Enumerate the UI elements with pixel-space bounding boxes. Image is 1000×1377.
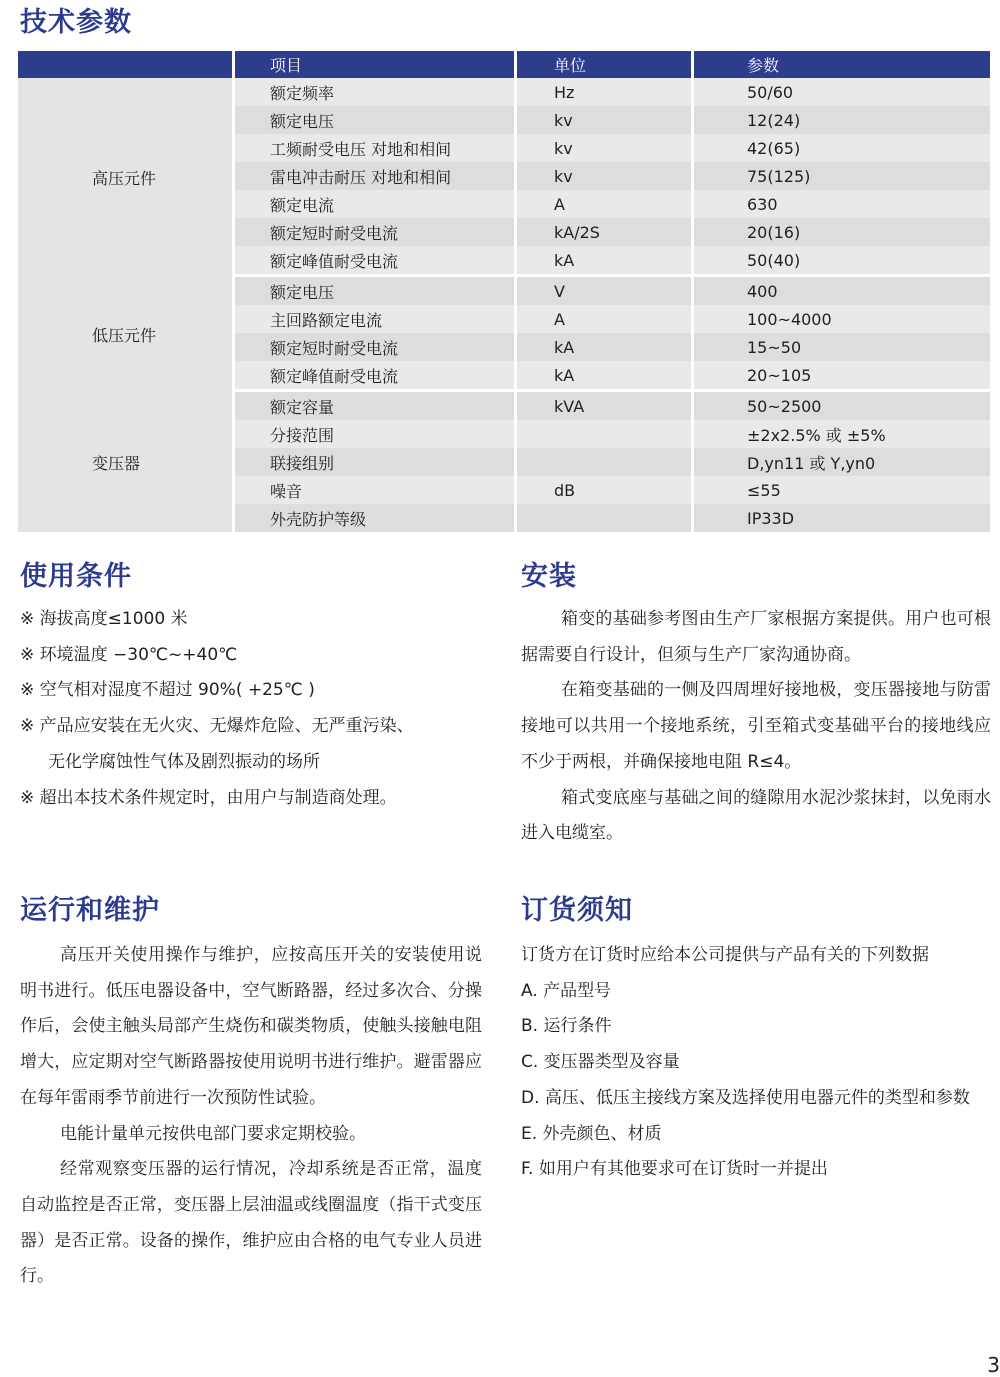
spec-param: 15~50 [694, 333, 990, 361]
spec-item: 额定短时耐受电流 [235, 218, 517, 246]
spec-param: 400 [694, 277, 990, 305]
order-text [521, 938, 991, 1188]
spec-item: 雷电冲击耐压 对地和相间 [235, 162, 517, 190]
spec-param: IP33D [694, 504, 990, 532]
spec-param: 630 [694, 190, 990, 218]
usage-list [20, 602, 490, 816]
spec-row [18, 392, 990, 420]
spec-item: 额定峰值耐受电流 [235, 361, 517, 392]
spec-table-header [18, 51, 990, 78]
usage-item: ※ 超出本技术条件规定时，由用户与制造商处理。 [20, 787, 397, 808]
spec-unit [517, 420, 694, 448]
spec-row [18, 78, 990, 106]
usage-item: ※ 空气相对湿度不超过 90%( +25℃ ) [20, 680, 315, 701]
spec-item: 联接组别 [235, 448, 517, 476]
spec-param: 50(40) [694, 246, 990, 277]
spec-param: 20~105 [694, 361, 990, 392]
order-item: C. 变压器类型及容量 [521, 1052, 680, 1073]
spec-unit [517, 504, 694, 532]
spec-unit: kv [517, 162, 694, 190]
install-paragraph: 箱式变底座与基础之间的缝隙用水泥沙浆抹封，以免雨水进入电缆室。 [521, 787, 991, 844]
spec-param: 20(16) [694, 218, 990, 246]
spec-param: 50~2500 [694, 392, 990, 420]
order-title: 订货须知 [521, 895, 633, 926]
spec-unit: kA [517, 361, 694, 392]
spec-row [18, 277, 990, 305]
usage-title: 使用条件 [20, 561, 132, 592]
spec-unit: kA [517, 333, 694, 361]
spec-item: 主回路额定电流 [235, 305, 517, 333]
spec-param: D,yn11 或 Y,yn0 [694, 448, 990, 476]
spec-param: 12(24) [694, 106, 990, 134]
spec-unit: kA [517, 246, 694, 277]
spec-param: 100~4000 [694, 305, 990, 333]
tech-title: 技术参数 [20, 7, 132, 38]
maint-title: 运行和维护 [20, 895, 160, 926]
spec-item: 额定电压 [235, 277, 517, 305]
spec-group-label: 高压元件 [18, 78, 235, 277]
spec-item: 额定频率 [235, 78, 517, 106]
usage-item: ※ 海拔高度≤1000 米 [20, 609, 188, 629]
spec-item: 噪音 [235, 476, 517, 504]
maint-paragraph: 经常观察变压器的运行情况，冷却系统是否正常，温度自动监控是否正常，变压器上层油温或线圈温度（指干式变压器）是否正常。设备的操作，维护应由合格的电气专业人员进行。 [20, 1159, 482, 1287]
spec-param: 75(125) [694, 162, 990, 190]
spec-unit: V [517, 277, 694, 305]
spec-item: 额定电流 [235, 190, 517, 218]
spec-unit: A [517, 190, 694, 218]
install-text [521, 602, 991, 852]
spec-unit: kA/2S [517, 218, 694, 246]
spec-unit [517, 448, 694, 476]
spec-unit: kv [517, 134, 694, 162]
spec-item: 分接范围 [235, 420, 517, 448]
spec-unit: kVA [517, 392, 694, 420]
maint-paragraph: 高压开关使用操作与维护，应按高压开关的安装使用说明书进行。低压电器设备中，空气断路器，经过多次合、分操作后，会使主触头局部产生烧伤和碳类物质，使触头接触电阻增大，应定期对空气断路器按使用说明书进行维护。避雷器应在每年雷雨季节前进行一次预防性试验。 [20, 945, 482, 1108]
order-item: B. 运行条件 [521, 1016, 612, 1037]
header-item: 项目 [235, 51, 517, 78]
spec-unit: A [517, 305, 694, 333]
header-param: 参数 [694, 51, 990, 78]
spec-unit: kv [517, 106, 694, 134]
spec-item: 额定容量 [235, 392, 517, 420]
spec-table [18, 51, 990, 532]
spec-param: ±2x2.5% 或 ±5% [694, 420, 990, 448]
spec-item: 额定峰值耐受电流 [235, 246, 517, 277]
spec-unit: dB [517, 476, 694, 504]
install-title: 安装 [521, 561, 577, 592]
usage-item: ※ 环境温度 −30℃~+40℃ [20, 644, 238, 665]
spec-group-label: 变压器 [18, 392, 235, 532]
spec-group-label: 低压元件 [18, 277, 235, 392]
order-item: F. 如用户有其他要求可在订货时一并提出 [521, 1159, 828, 1180]
install-paragraph: 在箱变基础的一侧及四周埋好接地极，变压器接地与防雷接地可以共用一个接地系统，引至箱式变基础平台的接地线应不少于两根，并确保接地电阻 R≤4。 [521, 680, 991, 772]
spec-item: 工频耐受电压 对地和相间 [235, 134, 517, 162]
spec-param: ≤55 [694, 476, 990, 504]
order-item: E. 外壳颜色、材质 [521, 1123, 662, 1144]
page-number: 3 [987, 1353, 1000, 1377]
order-intro: 订货方在订货时应给本公司提供与产品有关的下列数据 [521, 945, 929, 965]
maint-text [20, 938, 482, 1295]
usage-item: 无化学腐蚀性气体及剧烈振动的场所 [48, 751, 320, 772]
order-item: D. 高压、低压主接线方案及选择使用电器元件的类型和参数 [521, 1087, 970, 1108]
spec-item: 额定电压 [235, 106, 517, 134]
spec-item: 额定短时耐受电流 [235, 333, 517, 361]
usage-item: ※ 产品应安装在无火灾、无爆炸危险、无严重污染、 [20, 716, 414, 737]
spec-param: 42(65) [694, 134, 990, 162]
install-paragraph: 箱变的基础参考图由生产厂家根据方案提供。用户也可根据需要自行设计，但须与生产厂家沟通协商。 [521, 609, 991, 665]
spec-item: 外壳防护等级 [235, 504, 517, 532]
order-item: A. 产品型号 [521, 980, 612, 1001]
spec-unit: Hz [517, 78, 694, 106]
header-unit: 单位 [517, 51, 694, 78]
maint-paragraph: 电能计量单元按供电部门要求定期校验。 [60, 1123, 366, 1144]
header-blank [18, 51, 235, 78]
spec-param: 50/60 [694, 78, 990, 106]
